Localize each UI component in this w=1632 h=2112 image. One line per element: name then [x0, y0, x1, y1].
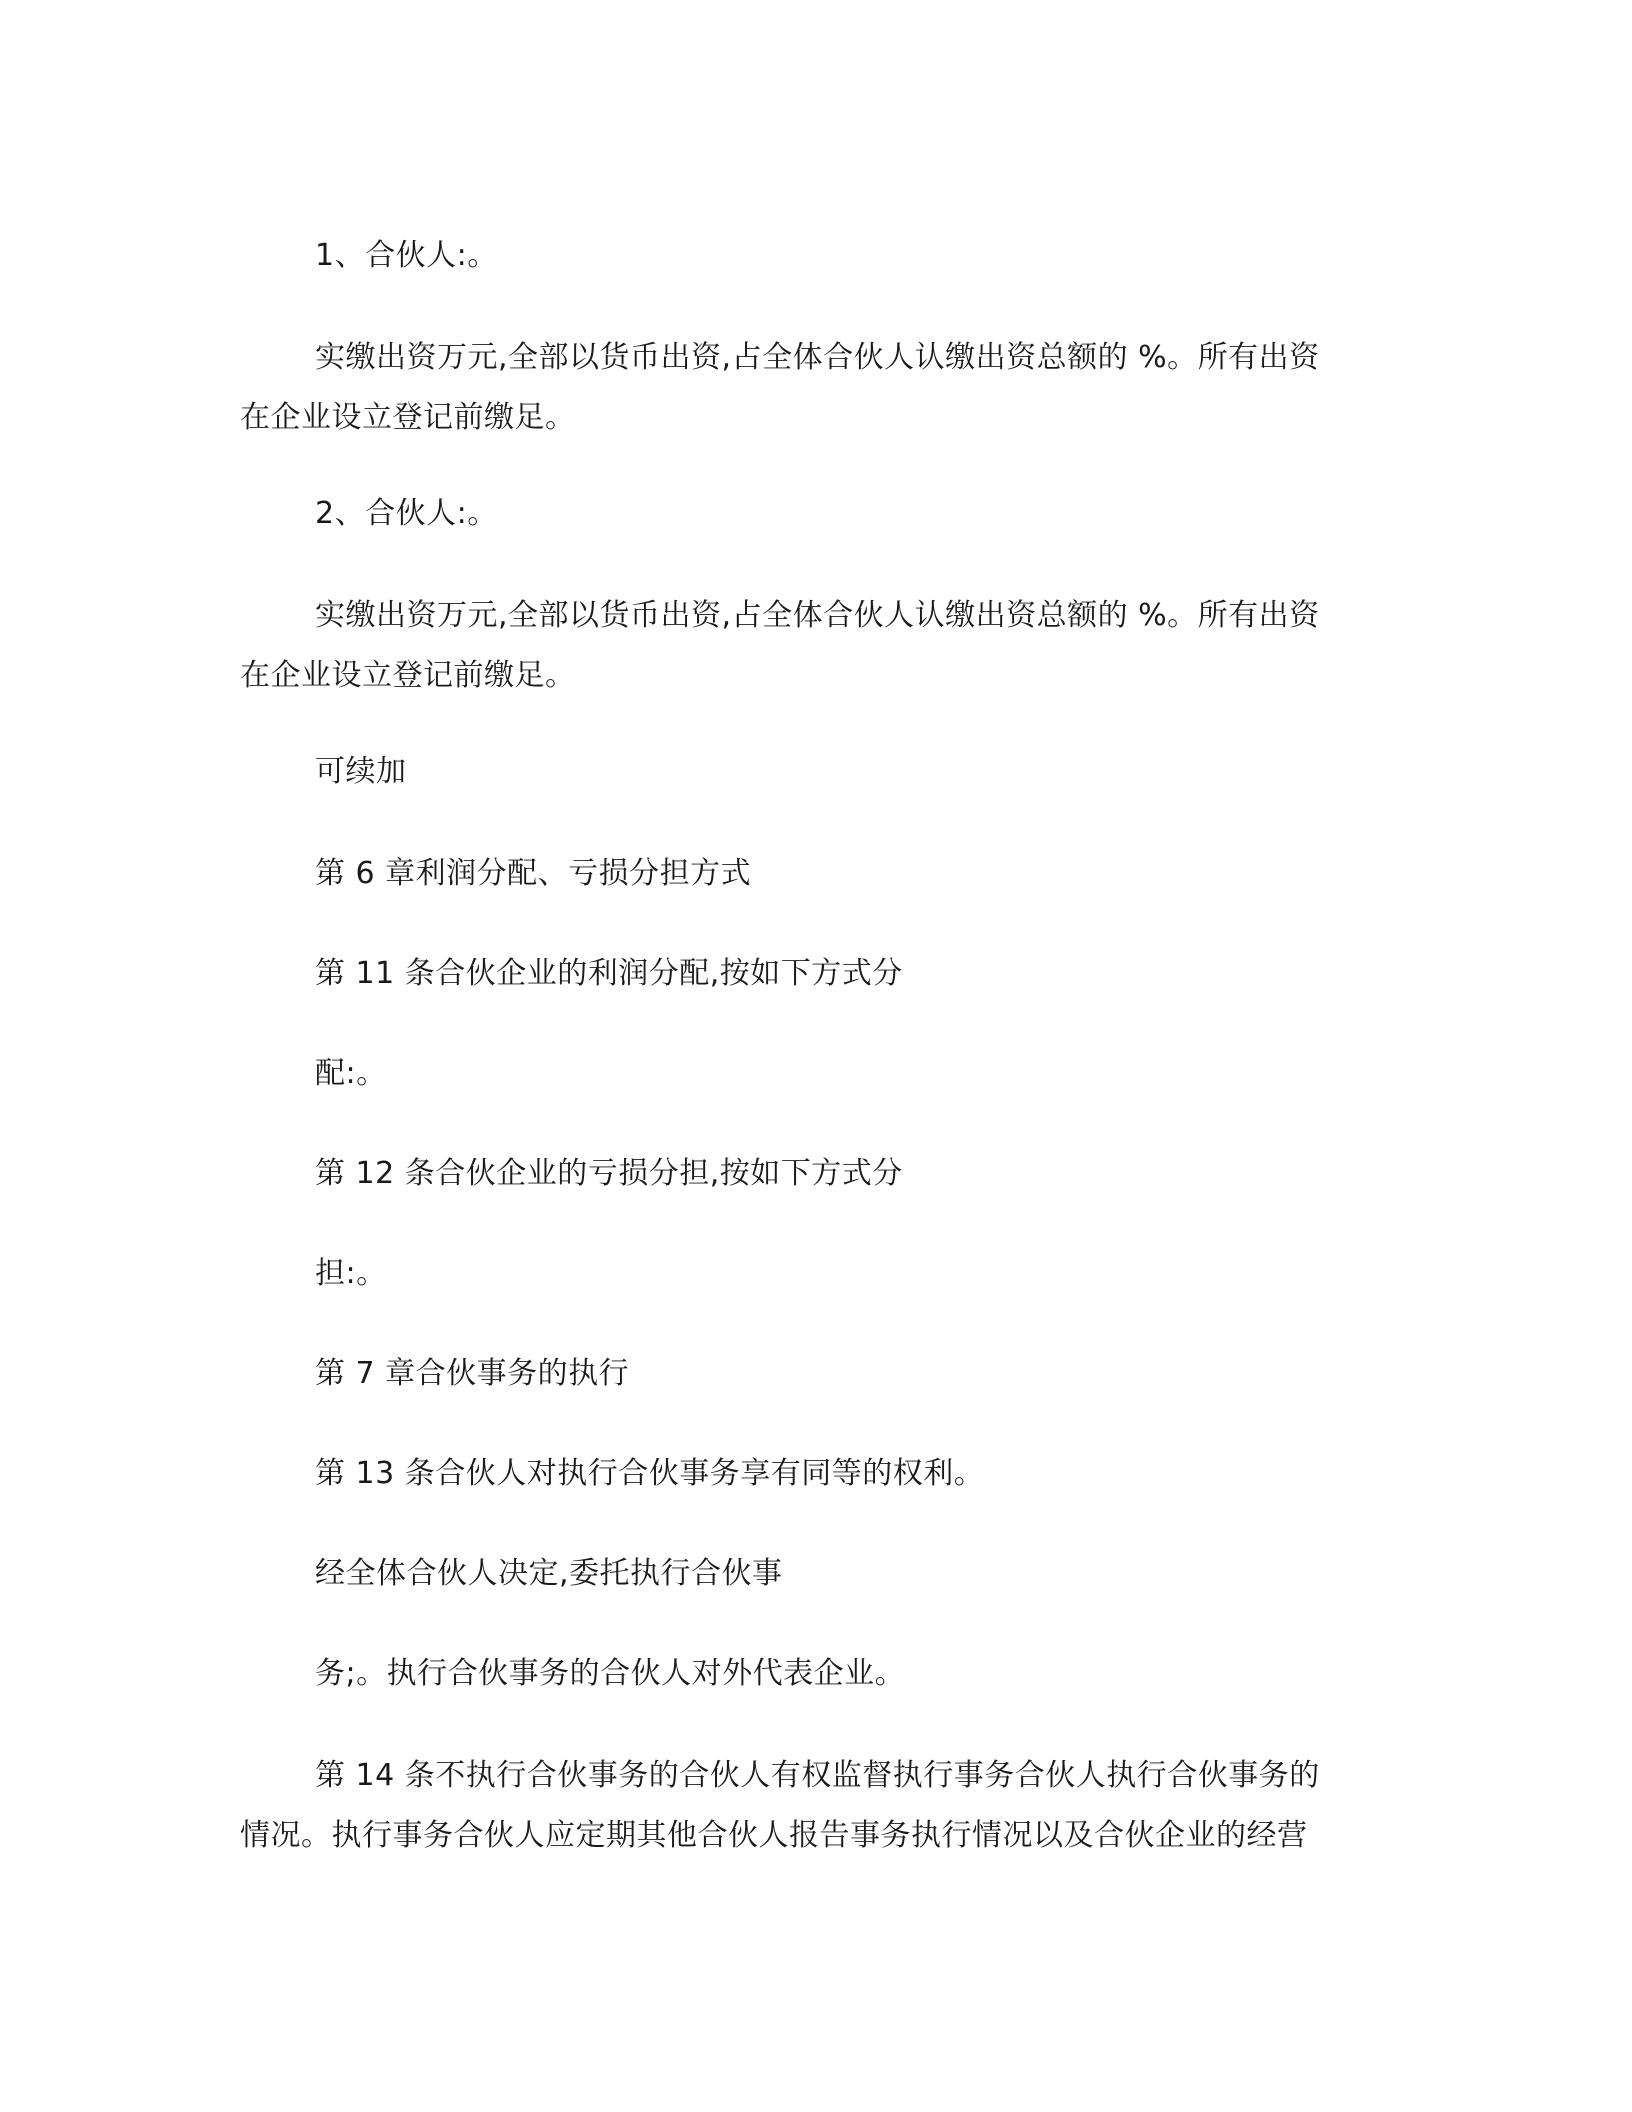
article-11-line-1: 第 11 条合伙企业的利润分配,按如下方式分 [315, 956, 903, 991]
article-12-line-2: 担:。 [315, 1256, 387, 1291]
chapter-6-title: 第 6 章利润分配、亏损分担方式 [315, 856, 752, 891]
partner-2-contribution-line-2: 在企业设立登记前缴足。 [240, 658, 576, 693]
article-12-line-1: 第 12 条合伙企业的亏损分担,按如下方式分 [315, 1156, 903, 1191]
continue-note: 可续加 [315, 754, 407, 789]
partner-2-contribution-line-1: 实缴出资万元,全部以货币出资,占全体合伙人认缴出资总额的 %。所有出资 [315, 598, 1320, 633]
article-13-line-2: 经全体合伙人决定,委托执行合伙事 [315, 1556, 783, 1591]
partner-2-heading: 2、合伙人:。 [315, 496, 498, 531]
partner-1-contribution-line-1: 实缴出资万元,全部以货币出资,占全体合伙人认缴出资总额的 %。所有出资 [315, 340, 1320, 375]
article-11-line-2: 配:。 [315, 1056, 387, 1091]
article-13-line-3: 务;。执行合伙事务的合伙人对外代表企业。 [315, 1656, 906, 1691]
partner-1-contribution-line-2: 在企业设立登记前缴足。 [240, 400, 576, 435]
article-13-line-1: 第 13 条合伙人对执行合伙事务享有同等的权利。 [315, 1456, 985, 1491]
article-14-line-2: 情况。执行事务合伙人应定期其他合伙人报告事务执行情况以及合伙企业的经营 [240, 1818, 1308, 1853]
article-14-line-1: 第 14 条不执行合伙事务的合伙人有权监督执行事务合伙人执行合伙事务的 [315, 1758, 1320, 1793]
partner-1-heading: 1、合伙人:。 [315, 238, 498, 273]
chapter-7-title: 第 7 章合伙事务的执行 [315, 1356, 630, 1391]
